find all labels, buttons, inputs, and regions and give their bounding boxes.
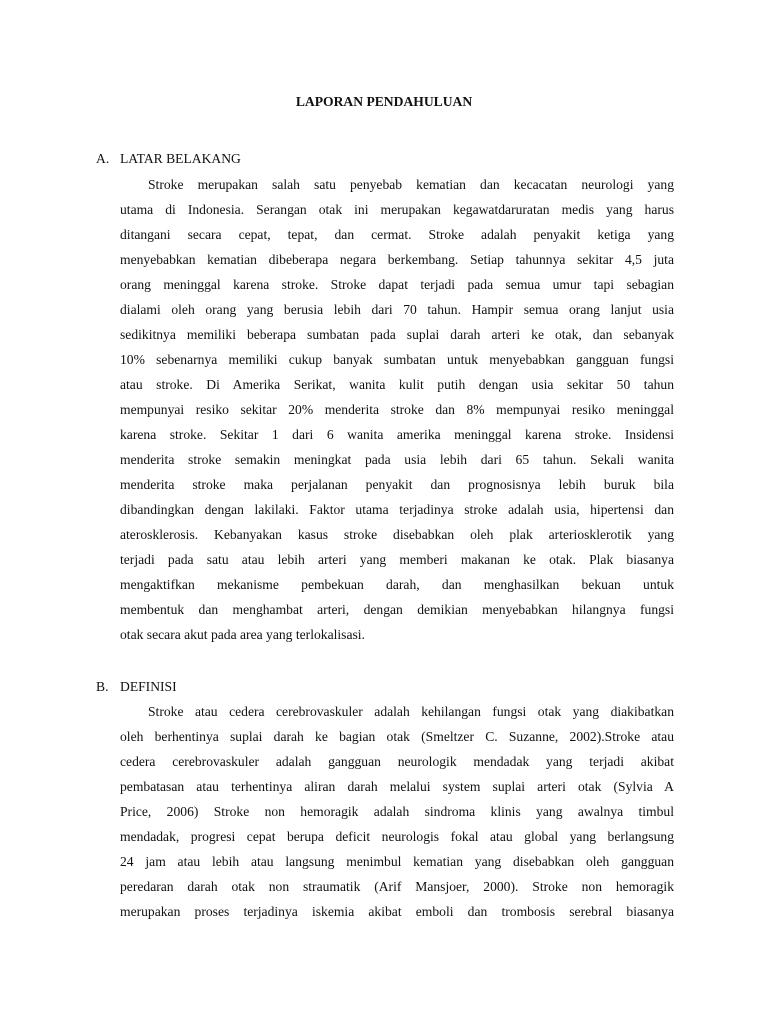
paragraph-line: terjadi pada satu atau lebih arteri yang memberi makanan ke otak. Plak biasanya <box>120 552 674 567</box>
section-heading-text: DEFINISI <box>120 679 177 694</box>
section-heading-text: LATAR BELAKANG <box>120 151 241 166</box>
paragraph-line: atau stroke. Di Amerika Serikat, wanita kulit putih dengan usia sekitar 50 tahun <box>120 377 674 392</box>
paragraph-line: sedikitnya memiliki beberapa sumbatan pada suplai darah arteri ke otak, dan sebanyak <box>120 327 674 342</box>
paragraph-line: dialami oleh orang yang berusia lebih dari 70 tahun. Hampir semua orang lanjut usia <box>120 302 674 317</box>
paragraph-line: menderita stroke semakin meningkat pada usia lebih dari 65 tahun. Sekali wanita <box>120 452 674 467</box>
paragraph-line: menderita stroke maka perjalanan penyakit dan prognosisnya lebih buruk bila <box>120 477 674 492</box>
paragraph-line: otak secara akut pada area yang terlokalisasi. <box>120 627 365 642</box>
paragraph-line: mempunyai resiko sekitar 20% menderita stroke dan 8% mempunyai resiko meninggal <box>120 402 674 417</box>
paragraph-line: karena stroke. Sekitar 1 dari 6 wanita amerika meninggal karena stroke. Insidensi <box>120 427 674 442</box>
paragraph-line: Stroke merupakan salah satu penyebab kematian dan kecacatan neurologi yang <box>148 177 674 192</box>
paragraph-line: aterosklerosis. Kebanyakan kasus stroke disebabkan oleh plak arteriosklerotik yang <box>120 527 674 542</box>
paragraph-line: mengaktifkan mekanisme pembekuan darah, dan menghasilkan bekuan untuk <box>120 577 674 592</box>
paragraph-line: orang meninggal karena stroke. Stroke dapat terjadi pada semua umur tapi sebagian <box>120 277 674 292</box>
paragraph-line: cedera cerebrovaskuler adalah gangguan neurologik mendadak yang terjadi akibat <box>120 754 674 769</box>
paragraph-line: Price, 2006) Stroke non hemoragik adalah sindroma klinis yang awalnya timbul <box>120 804 674 819</box>
paragraph-line: membentuk dan menghambat arteri, dengan demikian menyebabkan hilangnya fungsi <box>120 602 674 617</box>
paragraph-line: utama di Indonesia. Serangan otak ini merupakan kegawatdaruratan medis yang harus <box>120 202 674 217</box>
paragraph-line: merupakan proses terjadinya iskemia akibat emboli dan trombosis serebral biasanya <box>120 904 674 919</box>
paragraph-line: pembatasan atau terhentinya aliran darah melalui system suplai arteri otak (Sylvia A <box>120 779 674 794</box>
section-number: A. <box>96 151 110 166</box>
section-number: B. <box>96 679 109 694</box>
section-b-heading <box>96 678 177 696</box>
paragraph-line: menyebabkan kematian dibeberapa negara berkembang. Setiap tahunnya sekitar 4,5 juta <box>120 252 674 267</box>
paragraph-line: dibandingkan dengan lakilaki. Faktor utama terjadinya stroke adalah usia, hipertensi dan <box>120 502 674 517</box>
paragraph-line: 10% sebenarnya memiliki cukup banyak sumbatan untuk menyebabkan gangguan fungsi <box>120 352 674 367</box>
paragraph-line: ditangani secara cepat, tepat, dan cermat. Stroke adalah penyakit ketiga yang <box>120 227 674 242</box>
paragraph-line: mendadak, progresi cepat berupa deficit neurologis fokal atau global yang berlangsung <box>120 829 674 844</box>
document-title: LAPORAN PENDAHULUAN <box>295 94 473 109</box>
paragraph-line: Stroke atau cedera cerebrovaskuler adalah kehilangan fungsi otak yang diakibatkan <box>148 704 674 719</box>
paragraph-line: 24 jam atau lebih atau langsung menimbul kematian yang disebabkan oleh gangguan <box>120 854 674 869</box>
paragraph-line: peredaran darah otak non straumatik (Arif Mansjoer, 2000). Stroke non hemoragik <box>120 879 674 894</box>
paragraph-line: oleh berhentinya suplai darah ke bagian otak (Smeltzer C. Suzanne, 2002).Stroke atau <box>120 729 674 744</box>
section-a-heading <box>96 150 241 168</box>
